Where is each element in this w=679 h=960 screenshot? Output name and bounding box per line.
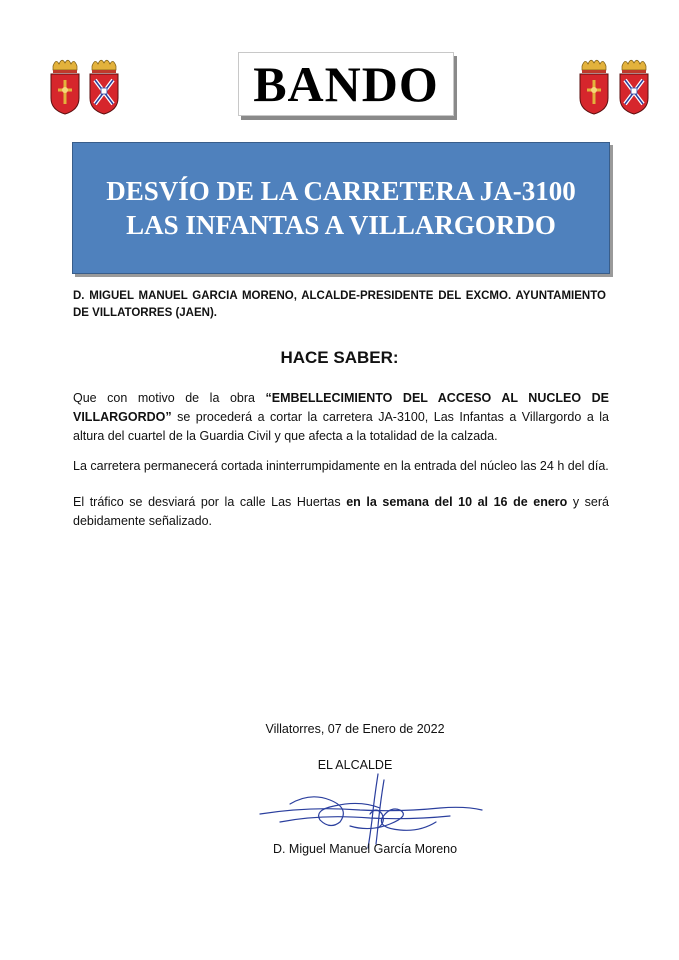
coat-of-arms-icon [616, 54, 652, 116]
signer-role: EL ALCALDE [317, 758, 393, 772]
section-heading: HACE SABER: [280, 348, 399, 367]
paragraph-detour [73, 493, 609, 531]
coat-of-arms-icon [86, 54, 122, 116]
paragraph-detour-intro: El tráfico se desviará por la calle Las Huertas [73, 495, 347, 509]
detour-dates: en la semana del 10 al 16 de enero [346, 495, 568, 509]
paragraph-works-intro: Que con motivo de la obra [73, 391, 266, 405]
subject-line-2: LAS INFANTAS A VILLARGORDO [126, 210, 556, 240]
coat-of-arms-icon [576, 54, 612, 116]
issuer-statement: D. MIGUEL MANUEL GARCIA MORENO, ALCALDE-PRESIDENTE DEL EXCMO. AYUNTAMIENTO DE VILLATORRES (JAEN). [73, 290, 606, 319]
document-title: BANDO [253, 56, 439, 112]
works-name: “EMBELLECIMIENTO DEL ACCESO AL NUCLEO DE VILLARGORDO” [73, 391, 609, 424]
paragraph-works-detail: se procederá a cortar la carretera JA-3100, Las Infantas a Villargordo a la altura del cuartel de la Guardia Civil y que afecta a la totalidad de la calzada. [73, 410, 609, 443]
paragraph-works [73, 389, 609, 446]
coat-of-arms-icon [47, 54, 83, 116]
paragraph-detour-end: y será debidamente señalizado. [73, 495, 609, 528]
signer-name: D. Miguel Manuel García Moreno [272, 842, 458, 856]
place-and-date: Villatorres, 07 de Enero de 2022 [265, 722, 445, 736]
handwritten-signature [250, 770, 490, 850]
paragraph-closure: La carretera permanecerá cortada ininterrumpidamente en la entrada del núcleo las 24 h del día. [73, 459, 609, 473]
document-title-box [238, 52, 454, 116]
subject-line-1: DESVÍO DE LA CARRETERA JA-3100 [106, 176, 576, 206]
subject-banner [72, 142, 610, 274]
